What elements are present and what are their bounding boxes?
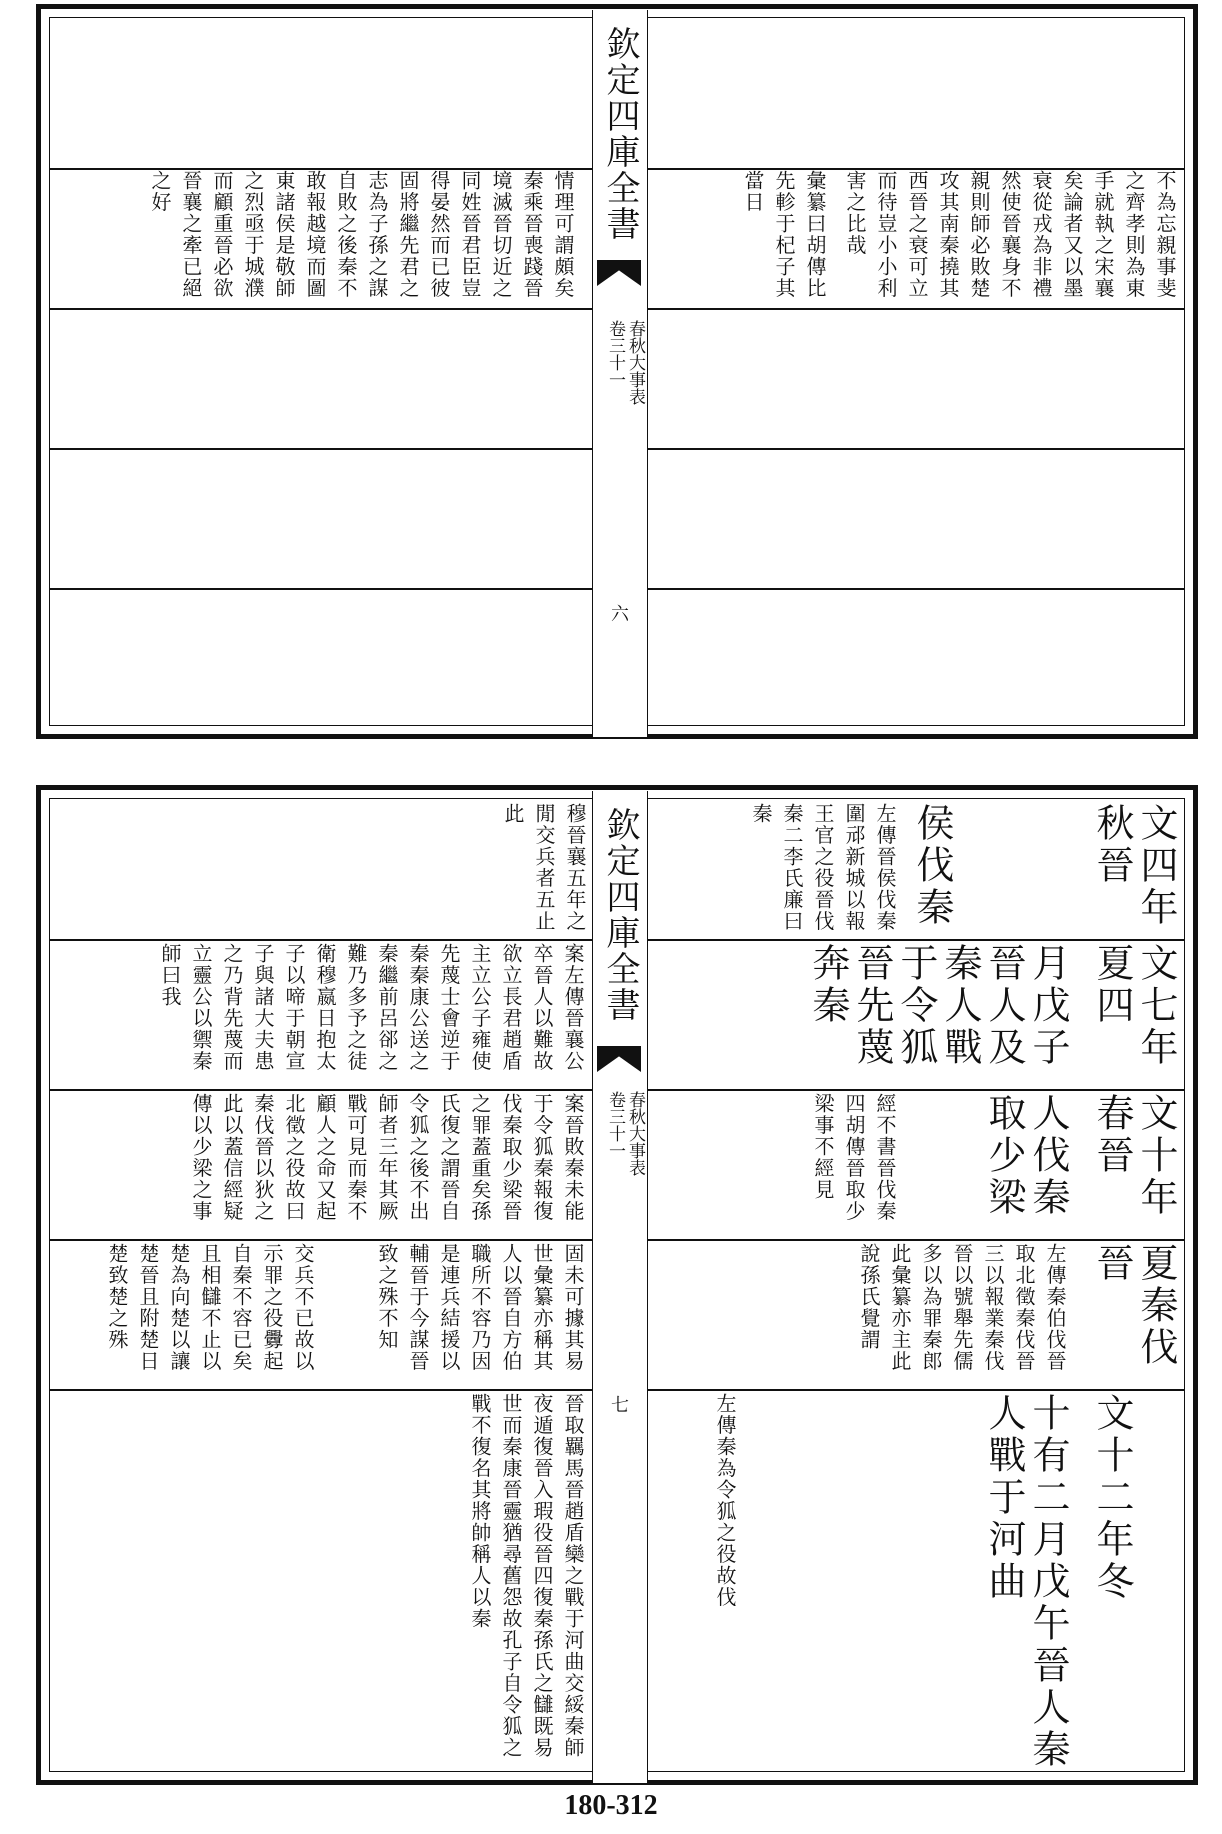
bottom-inner-border [49,798,1185,1772]
bottom-fish-tail-mark [597,1046,641,1072]
bottom-spine-title: 欽定四庫全書 [600,807,640,1023]
entry-notes-5: 左傳秦為令狐之役故伐 [713,1393,737,1608]
top-left-text: 情理可謂頗矣秦乘晉喪踐晉境滅晉切近之同姓晉君臣豈得晏然而已彼固將繼先君之志為子孫之謀自敗之後秦不敢報越境而圖東諸侯是敬師之烈亟于城濮而顧重晉必欲晉襄之牽已絕之好 [148,170,575,299]
top-spine-volume: 卷三十一 [605,320,625,388]
entry-notes-1: 左傳晉侯伐秦圍邧新城以報王官之役晉伐秦二李氏廉曰秦 [749,803,897,932]
top-fish-tail-mark [597,260,641,286]
bottom-spine [592,791,648,1783]
left-block-1: 案左傳晉襄公卒晉人以難故欲立長君趙盾主立公子雍使先蔑士會逆于秦秦康公送之秦繼前呂郤之難乃多予之徒衛穆嬴日抱太子以啼于朝宣子與諸大夫患之乃背先蔑而立靈公以禦秦師曰我 [158,943,585,1072]
entry-main-1: 侯伐秦 [910,803,954,929]
top-spine-title: 欽定四庫全書 [600,26,640,242]
entry-year-4: 夏秦伐晉 [1090,1243,1178,1369]
entry-main-5: 十有二月戊午晉人秦人戰于河曲 [982,1393,1070,1771]
top-right-text: 不為忘親事斐之齊孝則為東手就執之宋襄矣論者又以墨衰從戎為非禮然使晉襄身不親則師必敗楚攻其南秦撓其西晉之衰可立而待豈小小利害之比哉 [843,170,1177,299]
entry-notes-3: 經不書晉伐秦四胡傳晉取少梁事不經見 [811,1093,897,1222]
entry-notes-4: 左傳秦伯伐晉取北徵秦伐晉三以報業秦伐晉以號舉先儒多以為罪秦郎此彙纂亦主此說孫氏覺謂 [857,1243,1067,1372]
page-footer-number: 180-312 [564,1790,658,1821]
bottom-spine-volume: 卷三十一 [605,1091,625,1159]
left-upper-note: 穆晉襄五年之閒交兵者五止此 [501,803,587,932]
entry-year-3: 文十年春晉 [1090,1093,1178,1219]
top-spine [592,10,648,737]
left-block-3: 固未可據其易世彙纂亦稱其人以晉自方伯職所不容乃因是連兵結援以輔晉于今謀晉致之殊不知 [375,1243,585,1372]
left-block-4: 交兵不已故以示罪之役釁起自秦不容已矣且相讎不止以楚為向楚以讓楚晉且附楚日楚致楚之殊 [105,1243,315,1372]
left-block-5: 晉取羈馬晉趙盾欒之戰于河曲交綏秦師夜遁復晉入瑕役晉四復秦孫氏之讎既易世而秦康晉靈猶尋舊怨故孔子自令狐之戰不復名其將帥稱人以秦 [468,1393,585,1759]
entry-main-3: 人伐秦取少梁 [982,1093,1070,1219]
top-inner-border [49,17,1185,726]
top-page-frame [36,4,1198,739]
bottom-page-number: 七 [611,1395,629,1416]
entry-year-1: 文四年秋晉 [1090,803,1178,929]
entry-main-2: 月戊子晉人及秦人戰于令狐晉先蔑奔秦 [806,943,1070,1069]
top-page-number: 六 [611,604,629,625]
top-spine-book: 春秋大事表 [625,320,645,405]
top-middle-text: 彙纂曰胡傳比先軫于杞子其當日 [741,170,827,299]
bottom-page-frame [36,785,1198,1785]
bottom-spine-book: 春秋大事表 [625,1091,645,1176]
entry-year-2: 文七年夏四 [1090,943,1178,1069]
left-block-2: 案晉敗秦未能于令狐秦報復伐秦取少梁晉之罪蓋重矣孫氏復之謂晉自令狐之後不出師者三年其厥戰可見而秦不顧人之命又起北徵之役故曰秦伐晉以狄之此以蓋信經疑傳以少梁之事 [189,1093,585,1222]
entry-year-5: 文十二年冬 [1090,1393,1134,1603]
